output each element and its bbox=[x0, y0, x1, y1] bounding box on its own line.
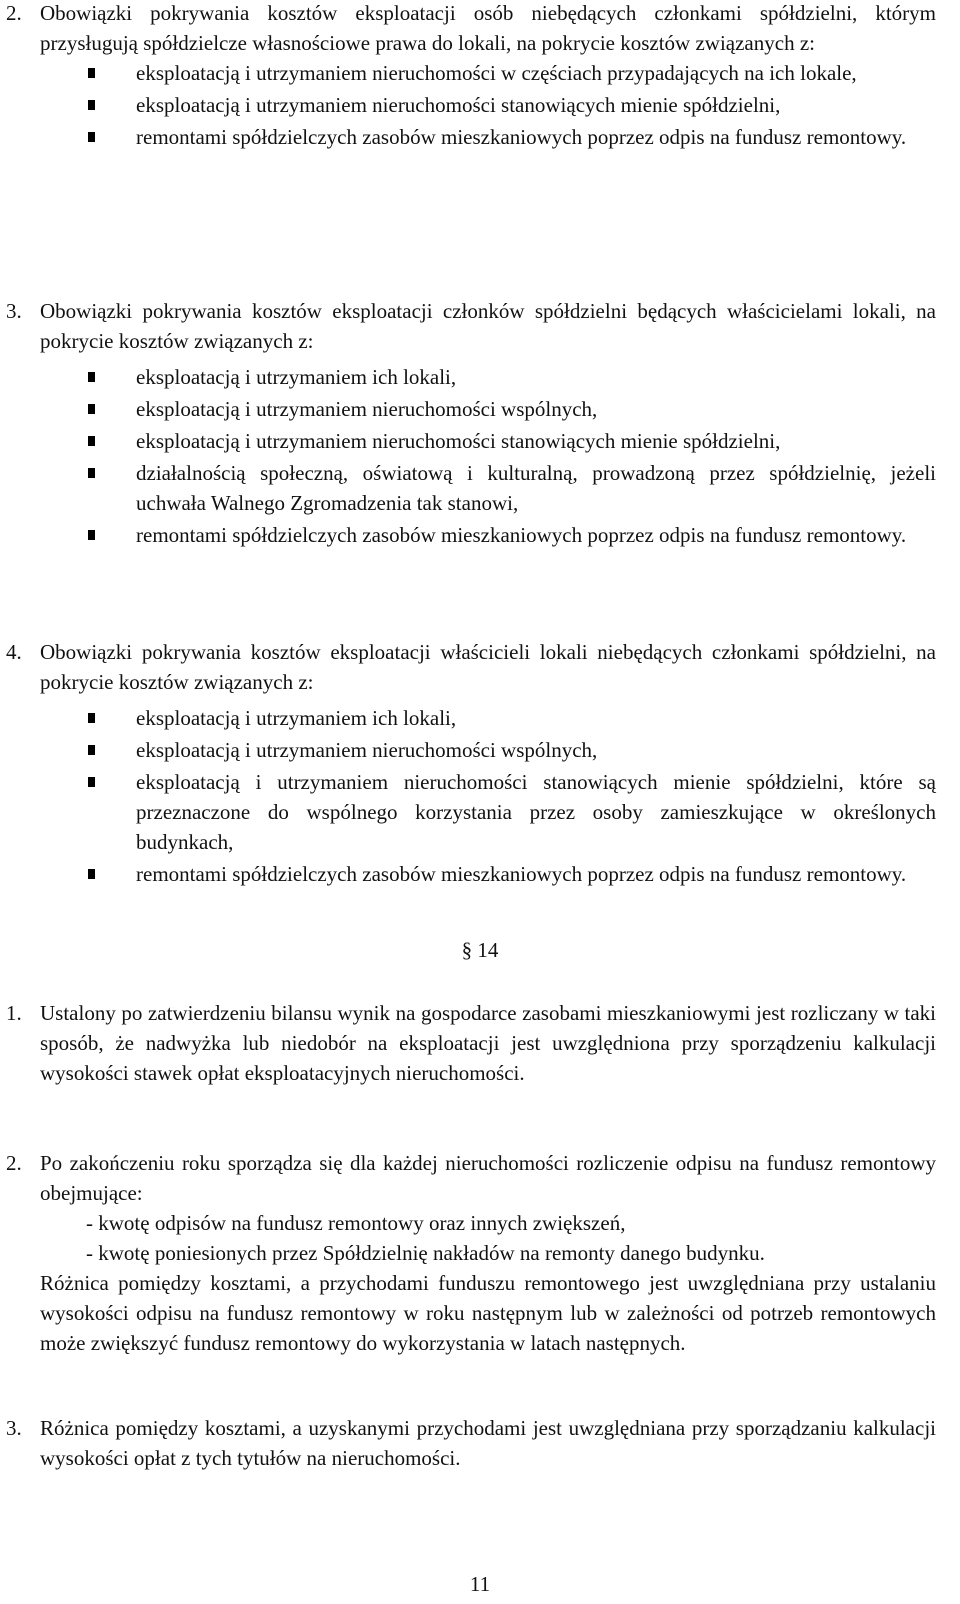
list-item: eksploatacją i utrzymaniem ich lokali, bbox=[136, 703, 936, 733]
point-text: Obowiązki pokrywania kosztów eksploatacji właścicieli lokali niebędących członkami spółdzielni, na pokrycie kosztów związanych z: bbox=[40, 640, 936, 694]
dash-item: - kwotę odpisów na fundusz remontowy oraz innych zwiększeń, bbox=[86, 1211, 626, 1235]
point-continuation: Różnica pomiędzy kosztami, a przychodami funduszu remontowego jest uwzględniana przy ustalaniu wysokości odpisu na fundusz remontowy w roku następnym lub w zależności od potrzeb remontowych może zwiększyć fundusz remontowy do wykorzystania w latach następnych. bbox=[40, 1271, 936, 1355]
section-point-3 bbox=[6, 1413, 936, 1473]
list-item: remontami spółdzielczych zasobów mieszkaniowych poprzez odpis na fundusz remontowy. bbox=[136, 859, 936, 889]
bullet-list bbox=[136, 362, 936, 550]
bullet-icon bbox=[88, 68, 95, 78]
point-number: 2. bbox=[6, 1, 22, 25]
list-item: eksploatacją i utrzymaniem nieruchomości w częściach przypadających na ich lokale, bbox=[136, 58, 936, 88]
bullet-icon bbox=[88, 869, 95, 879]
bullet-icon bbox=[88, 372, 95, 382]
section-point-1 bbox=[6, 998, 936, 1088]
list-item: eksploatacją i utrzymaniem nieruchomości wspólnych, bbox=[136, 735, 936, 765]
point-text: Różnica pomiędzy kosztami, a uzyskanymi przychodami jest uwzględniana przy sporządzaniu kalkulacji wysokości opłat z tych tytułów na nieruchomości. bbox=[40, 1416, 936, 1470]
point-number: 2. bbox=[6, 1151, 22, 1175]
list-item: eksploatacją i utrzymaniem ich lokali, bbox=[136, 362, 936, 392]
point-4 bbox=[6, 637, 936, 891]
list-item: remontami spółdzielczych zasobów mieszkaniowych poprzez odpis na fundusz remontowy. bbox=[136, 520, 936, 550]
bullet-icon bbox=[88, 468, 95, 478]
list-item: eksploatacją i utrzymaniem nieruchomości stanowiących mienie spółdzielni, bbox=[136, 426, 936, 456]
dash-item: - kwotę poniesionych przez Spółdzielnię nakładów na remonty danego budynku. bbox=[86, 1241, 765, 1265]
bullet-icon bbox=[88, 530, 95, 540]
list-item: remontami spółdzielczych zasobów mieszkaniowych poprzez odpis na fundusz remontowy. bbox=[136, 122, 936, 152]
section-heading: § 14 bbox=[461, 938, 499, 962]
point-text: Obowiązki pokrywania kosztów eksploatacji osób niebędących członkami spółdzielni, którym przysługują spółdzielcze własnościowe prawa do lokali, na pokrycie kosztów związanych z: bbox=[40, 1, 936, 55]
bullet-icon bbox=[88, 713, 95, 723]
list-item: eksploatacją i utrzymaniem nieruchomości stanowiących mienie spółdzielni, które są przeznaczone do wspólnego korzystania przez osoby zamieszkujące w określonych budynkach, bbox=[136, 767, 936, 857]
point-text: Obowiązki pokrywania kosztów eksploatacji członków spółdzielni będących właścicielami lokali, na pokrycie kosztów związanych z: bbox=[40, 299, 936, 353]
point-2 bbox=[6, 0, 936, 154]
bullet-icon bbox=[88, 132, 95, 142]
point-number: 3. bbox=[6, 299, 22, 323]
bullet-icon bbox=[88, 745, 95, 755]
point-number: 4. bbox=[6, 640, 22, 664]
bullet-icon bbox=[88, 404, 95, 414]
list-item: eksploatacją i utrzymaniem nieruchomości wspólnych, bbox=[136, 394, 936, 424]
bullet-icon bbox=[88, 436, 95, 446]
page-number: 11 bbox=[469, 1572, 491, 1596]
section-point-2 bbox=[6, 1148, 936, 1358]
bullet-list bbox=[136, 58, 936, 152]
point-number: 1. bbox=[6, 1001, 22, 1025]
bullet-icon bbox=[88, 777, 95, 787]
point-3 bbox=[6, 296, 936, 552]
point-text: Po zakończeniu roku sporządza się dla każdej nieruchomości rozliczenie odpisu na fundusz remontowy obejmujące: bbox=[40, 1151, 936, 1205]
point-number: 3. bbox=[6, 1416, 22, 1440]
point-text: Ustalony po zatwierdzeniu bilansu wynik na gospodarce zasobami mieszkaniowymi jest rozliczany w taki sposób, że nadwyżka lub niedobór na eksploatacji jest uwzględniona przy sporządzeniu kalkulacji wysokości stawek opłat eksploatacyjnych nieruchomości. bbox=[40, 1001, 936, 1085]
bullet-list bbox=[136, 703, 936, 889]
list-item: działalnością społeczną, oświatową i kulturalną, prowadzoną przez spółdzielnię, jeżeli uchwała Walnego Zgromadzenia tak stanowi, bbox=[136, 458, 936, 518]
list-item: eksploatacją i utrzymaniem nieruchomości stanowiących mienie spółdzielni, bbox=[136, 90, 936, 120]
bullet-icon bbox=[88, 100, 95, 110]
